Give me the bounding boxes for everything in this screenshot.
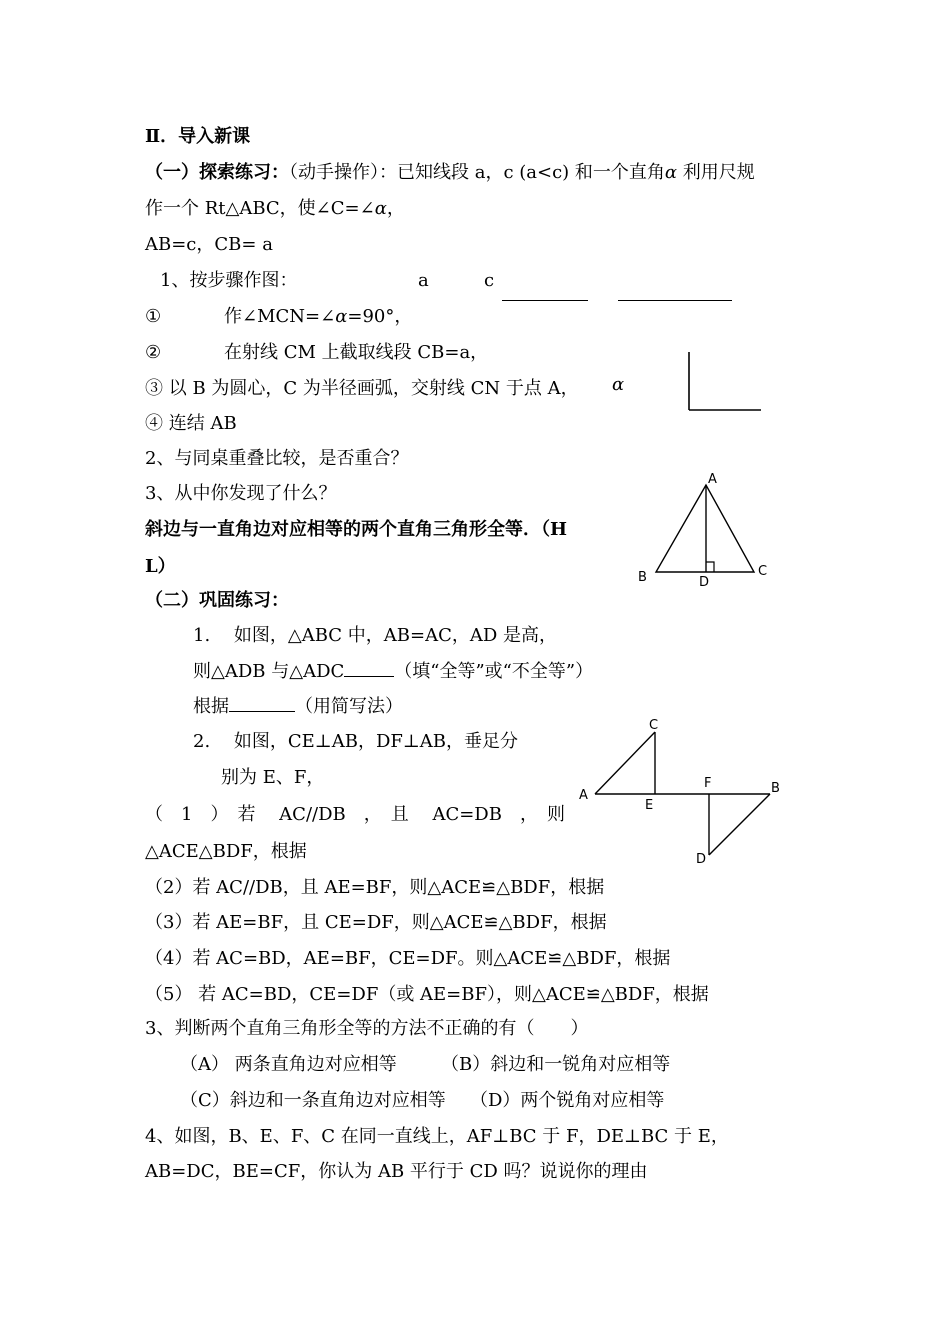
exercise2-case1: （ 1 ） 若 AC//DB ， 且 AC=DB ， 则 [145,804,565,825]
alpha-symbol: α [335,306,348,327]
label-a: A [708,472,717,487]
alpha-angle-label: α [612,374,625,395]
exercise1-line1: 1. 如图，△ABC 中，AB=AC，AD 是高， [193,625,558,646]
step3-text: ③ 以 B 为圆心，C 为半径画弧，交射线 CN 于点 A， [145,378,579,399]
exercise3-option-a: （A） 两条直角边对应相等 [180,1054,397,1075]
answer-blank-1[interactable] [344,660,394,677]
intro-text-1: （动手操作）：已知线段 a，c (a<c) 和一个直角 [289,162,665,183]
exercise3-option-d: （D）两个锐角对应相等 [470,1090,665,1111]
exercise2-case3: （3）若 AE=BF，且 CE=DF，则△ACE≌△BDF，根据 [145,912,607,933]
exercise3-question: 3、判断两个直角三角形全等的方法不正确的有（ ） [145,1018,589,1039]
label-d: D [696,852,707,867]
step1-number: ① [145,306,162,327]
step1-text [224,306,412,328]
label-b: B [771,781,780,796]
triangle-figure-2 [575,715,790,870]
exercise1-line2-a: 则△ADB 与△ADC [193,661,345,682]
right-angle-figure [688,352,768,414]
part1-heading: （一）探索练习： [145,162,289,183]
exercise2-case2: （2）若 AC//DB，且 AE=BF，则△ACE≌△BDF，根据 [145,877,605,898]
exercise3-option-c: （C）斜边和一条直角边对应相等 [180,1090,446,1111]
exercise2-line1: 2. 如图，CE⊥AB，DF⊥AB，垂足分 [193,731,519,752]
step1-text-b: =90°， [347,306,413,327]
label-e: E [645,798,654,813]
answer-blank-2[interactable] [229,695,295,712]
segment-label-c: c [484,270,495,291]
exercise1-line2-b: （填“全等”或“不全等”） [394,661,594,682]
alpha-symbol: α [374,198,387,219]
exercise4-line2: AB=DC，BE=CF，你认为 AB 平行于 CD 吗？说说你的理由 [145,1161,648,1182]
exercise2-line2: 别为 E、F， [221,767,325,788]
triangle-abc [656,485,754,572]
label-b: B [638,570,647,585]
label-f: F [704,776,712,791]
segment-label-a: a [418,270,429,291]
question-3: 3、从中你发现了什么？ [145,483,337,504]
exercise1-line3 [193,695,403,718]
exercise3-option-b: （B）斜边和一锐角对应相等 [441,1054,671,1075]
step2-text: 在射线 CM 上截取线段 CB=a， [224,342,489,363]
part1-intro-line3: AB=c，CB= a [145,234,273,255]
segment-c [618,300,732,301]
conclusion-line2: L） [145,556,176,577]
segment-ac [595,732,655,794]
exercise2-case5: （5） 若 AC=BD，CE=DF（或 AE=BF），则△ACE≌△BDF，根据 [145,984,709,1005]
question-2: 2、与同桌重叠比较，是否重合？ [145,448,409,469]
step2-number: ② [145,342,162,363]
intro-text-2a: 作一个 Rt△ABC，使∠C=∠ [145,198,375,219]
part1-intro-line1 [145,162,755,184]
label-c: C [758,564,768,579]
label-a: A [579,788,588,803]
segment-a [502,300,588,301]
part2-heading: （二）巩固练习： [145,590,289,611]
exercise1-line3-a: 根据 [193,696,229,717]
label-c: C [649,718,659,733]
conclusion-line1: 斜边与一直角边对应相等的两个直角三角形全等．（H [145,519,568,540]
part1-intro-line2 [145,198,405,220]
right-angle-mark [706,562,714,572]
exercise2-case4: （4）若 AC=BD，AE=BF，CE=DF。则△ACE≌△BDF，根据 [145,948,671,969]
triangle-figure-1 [630,468,780,593]
step1-text-a: 作∠MCN=∠ [224,306,336,327]
step4-text: ④ 连结 AB [145,413,237,434]
exercise2-case1-cont: △ACE△BDF，根据 [145,841,307,862]
exercise1-line2 [193,660,593,683]
exercise1-line3-b: （用简写法） [295,696,403,717]
section-title: Ⅱ．导入新课 [145,126,251,147]
intro-text-2b: ， [386,198,405,219]
label-d: D [699,575,710,590]
segment-db [709,794,770,855]
alpha-symbol: α [664,162,678,183]
intro-text-1-tail: 利用尺规 [677,162,755,183]
exercise4-line1: 4、如图，B、E、F、C 在同一直线上，AF⊥BC 于 F，DE⊥BC 于 E， [145,1126,729,1147]
step-heading: 1、按步骤作图： [160,270,298,291]
